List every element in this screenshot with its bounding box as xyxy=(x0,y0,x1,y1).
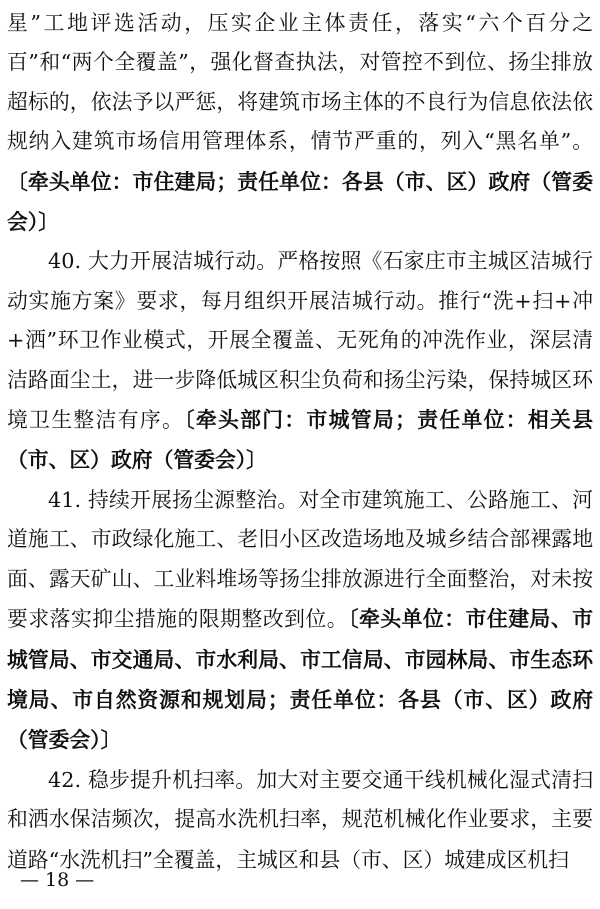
paragraph-continuation xyxy=(7,4,593,242)
paragraph-body: 41. 持续开展扬尘源整治。对全市建筑施工、公路施工、河道施工、市政绿化施工、老旧小区改造场地及城乡结合部裸露地面、露天矿山、工业料堆场等扬尘排放源进行全面整治，对未按要求落实抑尘措施的限期整改到位。 xyxy=(7,487,593,632)
responsibility-note: 〔牵头单位：市住建局、市城管局、市交通局、市水利局、市工信局、市园林局、市生态环境局、市自然资源和规划局；责任单位：各县（市、区）政府（管委会）〕 xyxy=(7,606,593,753)
paragraph-item-41 xyxy=(7,481,593,761)
paragraph-body: 星”工地评选活动，压实企业主体责任，落实“六个百分之百”和“两个全覆盖”，强化督查执法，对管控不到位、扬尘排放超标的，依法予以严惩，将建筑市场主体的不良行为信息依法依规纳入建筑市场信用管理体系，情节严重的，列入“黑名单”。 xyxy=(7,11,593,154)
body-text xyxy=(7,4,593,880)
paragraph-item-40 xyxy=(7,242,593,480)
responsibility-note: 〔牵头部门：市城管局；责任单位：相关县（市、区）政府（管委会）〕 xyxy=(7,407,593,473)
paragraph-item-42 xyxy=(7,761,593,880)
paragraph-body: 40. 大力开展洁城行动。严格按照《石家庄市主城区洁城行动实施方案》要求，每月组织开展洁城行动。推行“洗+扫+冲+洒”环卫作业模式，开展全覆盖、无死角的冲洗作业，深层清洁路面尘土，进一步降低城区积尘负荷和扬尘污染，保持城区环境卫生整洁有序。 xyxy=(7,249,593,433)
page-number: — 18 — xyxy=(20,869,95,891)
responsibility-note: 〔牵头单位：市住建局；责任单位：各县（市、区）政府（管委会）〕 xyxy=(7,168,593,235)
paragraph-body: 42. 稳步提升机扫率。加大对主要交通干线机械化湿式清扫和洒水保洁频次，提高水洗机扫率，规范机械化作业要求，主要道路“水洗机扫”全覆盖，主城区和县（市、区）城建成区机扫 xyxy=(7,767,593,872)
